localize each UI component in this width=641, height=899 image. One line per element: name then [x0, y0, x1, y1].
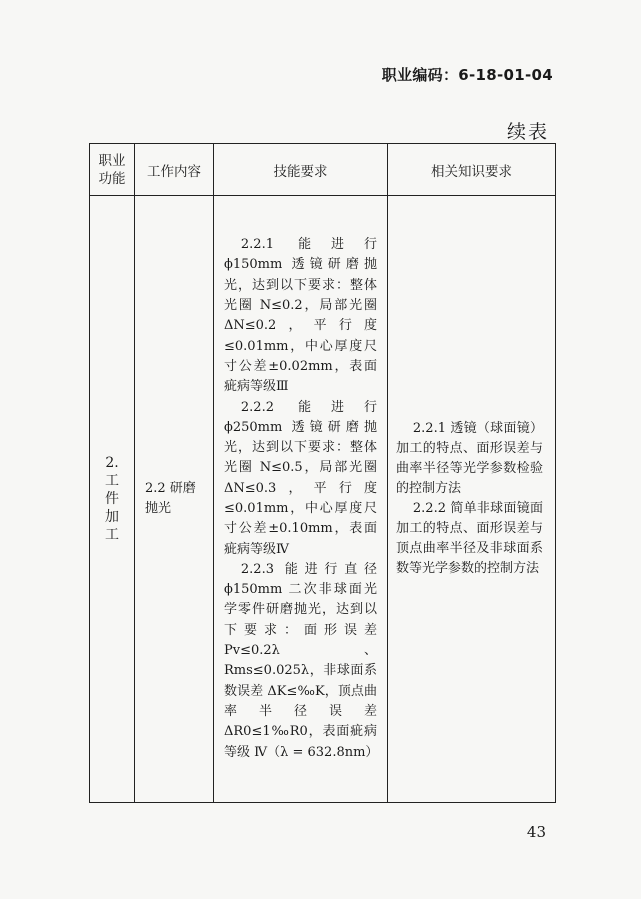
function-name: 工件加工 [105, 473, 119, 543]
skill-item: 2.2.2 能进行 ϕ250mm 透镜研磨抛光，达到以下要求：整体光圈 N≤0.5，局部光圈 ΔN≤0.3，平行度≤0.01mm，中心厚度尺寸公差±0.10mm，表面疵病等级Ⅳ [224, 399, 377, 557]
header-knowledge-requirements: 相关知识要求 [388, 144, 556, 196]
header-work-content: 工作内容 [135, 144, 214, 196]
header-skill-requirements: 技能要求 [214, 144, 388, 196]
function-cell [90, 196, 135, 803]
skill-item: 2.2.3 能进行直径 ϕ150mm 二次非球面光学零件研磨抛光，达到以下要求：面形误差 Pv≤0.2λ、Rms≤0.025λ，非球面系数误差 ΔK≤‰K，顶点曲率半径误差 ΔR0≤1‰R0，表面疵病等级 Ⅳ（λ = 632.8nm） [224, 561, 379, 760]
work-content-cell: 2.2 研磨抛光 [135, 196, 214, 803]
knowledge-item: 2.2.1 透镜（球面镜）加工的特点、面形误差与曲率半径等光学参数检验的控制方法 [396, 421, 543, 496]
knowledge-item: 2.2.2 简单非球面镜面加工的特点、面形误差与顶点曲率半径及非球面系数等光学参数的控制方法 [396, 501, 543, 576]
knowledge-requirements-cell [388, 196, 556, 803]
table-header-row [90, 144, 556, 196]
skill-item: 2.2.1 能进行 ϕ150mm 透镜研磨抛光，达到以下要求：整体光圈 N≤0.2，局部光圈 ΔN≤0.2，平行度≤0.01mm，中心厚度尺寸公差±0.02mm，表面疵病等级Ⅲ [224, 237, 377, 395]
function-number: 2. [105, 455, 119, 471]
continued-label: 续表 [506, 121, 549, 143]
occupation-code: 职业编码：6-18-01-04 [381, 66, 553, 84]
skill-requirements-cell [214, 196, 388, 803]
header-function: 职业功能 [90, 144, 135, 196]
requirements-table [89, 143, 556, 803]
page-number: 43 [526, 823, 546, 841]
table-row [90, 196, 556, 803]
